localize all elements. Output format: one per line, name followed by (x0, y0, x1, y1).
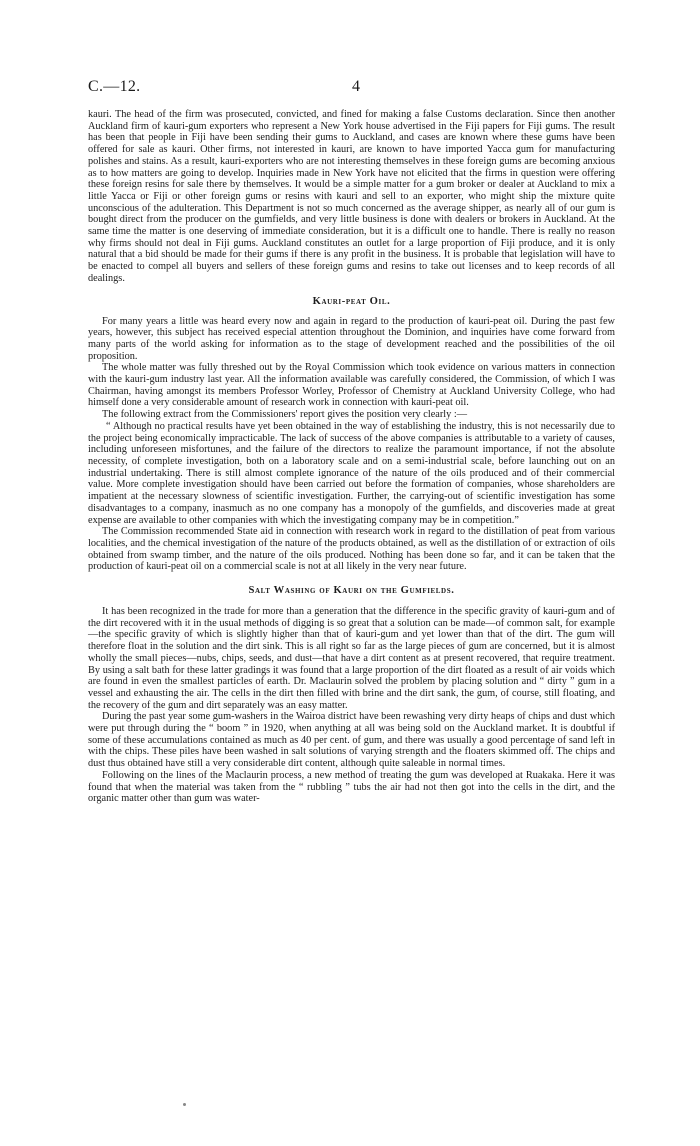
page-header (88, 78, 615, 100)
intro-paragraph: kauri. The head of the firm was prosecuted, convicted, and fined for making a false Customs declaration. Since then another Auckland firm of kauri-gum exporters who represent a New York house advertised in the Fiji papers for Fiji gums. The result has been that people in Fiji have been sending their gums to Auckland, and cases are known where these gums have been offered for sale as kauri. Other firms, not interested in kauri, are known to have imported Yacca gum for manufacturing polishes and stains. As a result, kauri-exporters who are not interesting themselves in these foreign gums are becoming anxious as to how matters are going to develop. Inquiries made in New York have not elicited that the firms in question were offering these foreign resins for sale there by themselves. It would be a simple matter for a gum broker or dealer at Auckland to mix a little Yacca or Fiji or other foreign gums or resins with kauri and sell to an exporter, who might ship the mixture quite unconscious of the adulteration. This Department is not so much concerned as the average shipper, as nearly all of our gum is bought direct from the producer on the gumfields, and very little business is done with dealers or brokers in Auckland. At the same time the matter is one deserving of immediate consideration, but it is a difficult one to handle. There is really no reason why firms should not deal in Fiji gums. Auckland constitutes an outlet for a large proportion of Fiji produce, and it is only natural that a bid should be made for their gums if there is any profit in the business. It is probable that legislation will have to be enacted to compel all buyers and sellers of these foreign gums and resins to take out licenses and to keep records of all dealings. (88, 109, 615, 284)
document-code: C.—12. (88, 78, 141, 95)
paragraph: The following extract from the Commissioners' report gives the position very clearly :— (102, 409, 468, 421)
document-page (88, 78, 615, 805)
section-heading-salt-washing: Salt Washing of Kauri on the Gumfields. (248, 585, 455, 597)
paragraph: The Commission recommended State aid in connection with research work in regard to the distillation of peat from various localities, and the chemical investigation of the nature of the products obtained, as well as the distillation of or extraction of oils obtained from swamp timber, and the nature of the oils produced. Nothing has been done so far, and it can be taken that the production of kauri-peat oil on a commercial scale is not at all likely in the very near future. (88, 526, 615, 573)
paragraph: Following on the lines of the Maclaurin process, a new method of treating the gum was developed at Ruakaka. Here it was found that when the material was taken from the “ rubbling ” tubs the air had not then got into the cells in the dirt, and the organic matter other than gum was water- (88, 769, 615, 805)
section-heading-kauri-peat-oil: Kauri-peat Oil. (312, 295, 391, 307)
paragraph: The whole matter was fully threshed out by the Royal Commission which took evidence on various matters in connection with the kauri-gum industry last year. All the information available was carefully considered, the Commission, of which I was Chairman, having amongst its members Professor Worley, Professor of Chemistry at Auckland University College, who had himself done a very considerable amount of research work in connection with kauri-peat oil. (88, 362, 615, 409)
paragraph: It has been recognized in the trade for more than a generation that the difference in the specific gravity of kauri-gum and of the dirt recovered with it in the usual methods of digging is so great that a solution can be made—of common salt, for example—the specific gravity of which is slightly higher than that of kauri-gum and yet lower than that of the dirt. The gum will therefore float in the solution and the dirt sink. This is all right so far as the large pieces of gum are concerned, but it is almost wholly the small pieces—nubs, chips, seeds, and dust—that have a dirt content as at present recovered, that require treatment. By using a salt bath for these latter gradings it was found that a large proportion of the dirt floated as a result of air voids which are found in even the smallest particles of earth. Dr. Maclaurin solved the problem by placing solution and “ dirty ” gum in a vessel and exhausting the air. The cells in the dirt then filled with brine and the dirt sank, the gum, of course, still floating, and the recovery of the gum and dirt separately was an easy matter. (88, 606, 615, 711)
paragraph: During the past year some gum-washers in the Wairoa district have been rewashing very dirty heaps of chips and dust which were put through during the “ boom ” in 1920, when anything at all was being sold on the Auckland market. It is doubtful if some of these accumulations contained as much as 40 per cent. of gum, and there was usually a good percentage of sand left in with the chips. These piles have been washed in salt solutions of varying strength and the floaters skimmed off. The chips and dust thus obtained have still a very considerable dirt content, although quite saleable in normal times. (88, 711, 615, 770)
paragraph: For many years a little was heard every now and again in regard to the production of kauri-peat oil. During the past few years, however, this subject has received especial attention throughout the Dominion, and inquiries have come forward from many parts of the world asking for information as to the stage of development reached and the possibilities of the oil proposition. (88, 315, 615, 362)
quoted-paragraph: “ Although no practical results have yet been obtained in the way of establishing the industry, this is not necessarily due to the project being economically impracticable. The lack of success of the above companies is attributable to a variety of causes, including unforeseen misfortunes, and the failure of the directors to realize the paramount importance, if not the absolute necessity, of complete investigation, both on a laboratory scale and on a semi-industrial scale, before launching out on an industrial undertaking. There is still almost complete ignorance of the nature of the oils produced and of their commercial value. More complete investigation should have been carried out before the formation of companies, whose shareholders are impatient at the necessary slowness of scientific investigation. Further, the carrying-out of scientific investigation has some disadvantages to a company, inasmuch as no one company has a monopoly of the gumfields, and discoveries made at great expense are available to other companies with which the investigating company may be in competition.” (88, 420, 615, 526)
scan-speck (183, 1103, 186, 1106)
page-number: 4 (352, 78, 360, 95)
